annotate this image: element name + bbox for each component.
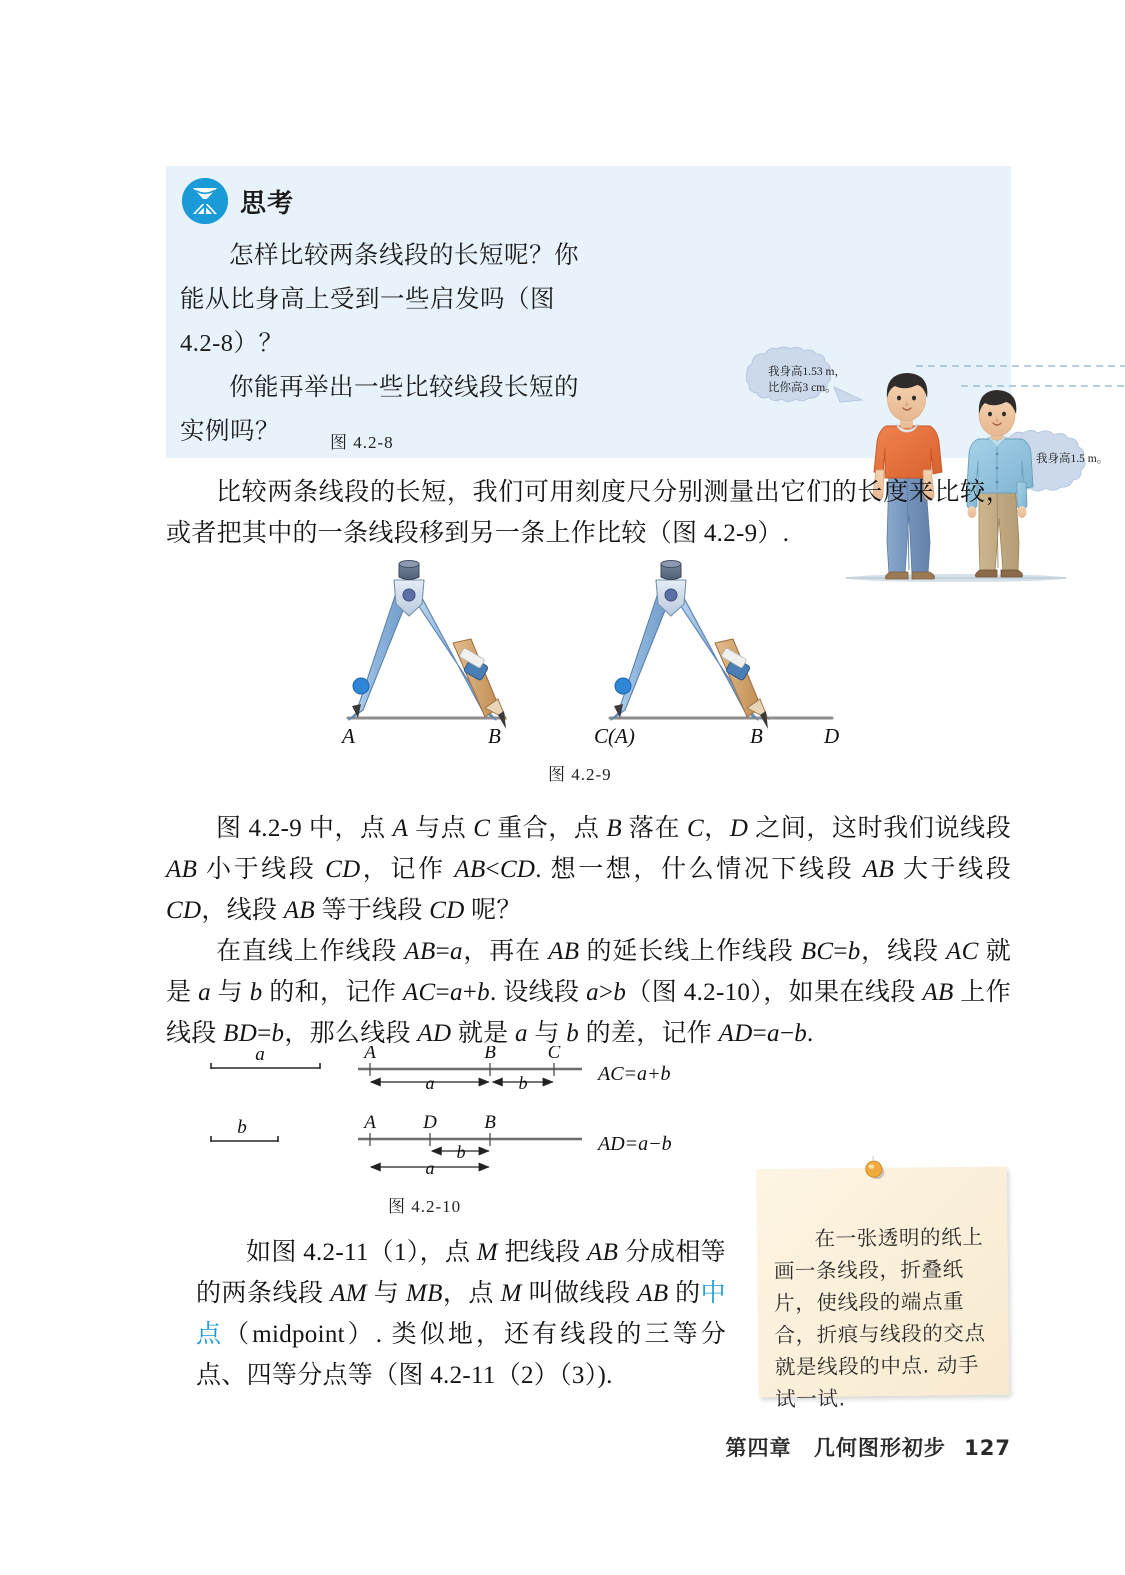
compass-left [340,560,506,748]
paragraph-sum-difference: 在直线上作线段 AB=a，再在 AB 的延长线上作线段 BC=b，线段 AC 就是 a 与 b 的和，记作 AC=a+b. 设线段 a>b（图 4.2-10），如果在线段 AB 上作线段 BD=b，那么线段 AD 就是 a 与 b 的差，记作 AD=a−b. [166,938,1012,1047]
pushpin-icon [861,1156,887,1182]
paragraph-midpoint: 如图 4.2-11（1），点 M 把线段 AB 分成相等的两条线段 AM 与 MB，点 M 叫做线段 AB 的中点（midpoint）. 类似地，还有线段的三等分点、四等分点等（图 4.2-11（2）（3）). [196,1239,727,1389]
compass-right [594,560,839,748]
dim-a-row1: a [425,1073,435,1093]
reference-segment-b [211,1117,278,1142]
footer-page-number: 127 [964,1436,1011,1460]
bubble-left-line2: 比你高3 cm。 [768,382,837,394]
bubble-right-line1: 我身高1.5 m。 [1036,453,1109,465]
height-comparison-illustration [746,342,1125,592]
label-D-right: D [824,724,840,748]
figure-caption-4-2-8: 图 4.2-8 [330,433,394,452]
construction-row-sum [358,1046,671,1093]
pt-D-row2: D [423,1112,437,1133]
think-callout-box [166,166,1109,465]
figure-caption-4-2-10: 图 4.2-10 [388,1197,462,1216]
figure-4-2-10-segments [190,1046,710,1186]
think-header [182,178,294,224]
segment-b-label: b [237,1117,247,1138]
think-hourglass-icon [182,178,228,224]
pt-A-row2: A [364,1112,376,1133]
label-A-left: A [342,724,355,748]
page-footer [0,1432,1011,1462]
pt-A-row1: A [364,1046,376,1063]
figure-caption-4-2-9: 图 4.2-9 [548,765,612,784]
dim-b-row1: b [518,1073,528,1093]
sticky-note-tip [757,1167,1009,1412]
reference-segment-a [211,1046,320,1069]
footer-title: 几何图形初步 [813,1436,946,1460]
think-line-2: 你能再举出一些比较线段长短的实例吗？ [180,374,579,445]
pt-B-row2: B [484,1112,496,1133]
label-B-right: B [750,724,763,748]
sticky-note-text: 在一张透明的纸上画一条线段，折叠纸片，使线段的端点重合，折痕与线段的交点就是线段的中点. 动手试一试. [773,1224,986,1412]
label-CA-right: C(A) [594,724,635,748]
figure-4-2-9-compasses [330,558,850,758]
paragraph-less-than: 图 4.2-9 中，点 A 与点 C 重合，点 B 落在 C，D 之间，这时我们说线段 AB 小于线段 CD，记作 AB<CD. 想一想，什么情况下线段 AB 大于线段 CD，线段 AB 等于线段 CD 呢？ [166,815,1011,924]
segment-a-label: a [255,1046,265,1065]
dim-b-row2: b [456,1142,466,1162]
dim-a-row2: a [425,1158,435,1178]
think-title: 思考 [240,188,295,219]
footer-chapter: 第四章 [725,1436,792,1460]
equation-difference: AD=a−b [598,1133,672,1155]
think-line-1: 怎样比较两条线段的长短呢？你能从比身高上受到一些启发吗（图 4.2-8）？ [180,242,579,357]
pt-C-row1: C [547,1046,561,1063]
think-body [180,234,580,454]
pt-B-row1: B [484,1046,496,1063]
label-B-left: B [488,724,501,748]
construction-row-difference [358,1112,672,1178]
bubble-left-line1: 我身高1.53 m， [768,366,846,378]
equation-sum: AC=a+b [598,1063,671,1085]
paragraph-compare-segments: 比较两条线段的长短，我们可用刻度尺分别测量出它们的长度来比较，或者把其中的一条线段移到另一条上作比较（图 4.2-9）. [166,479,1011,547]
